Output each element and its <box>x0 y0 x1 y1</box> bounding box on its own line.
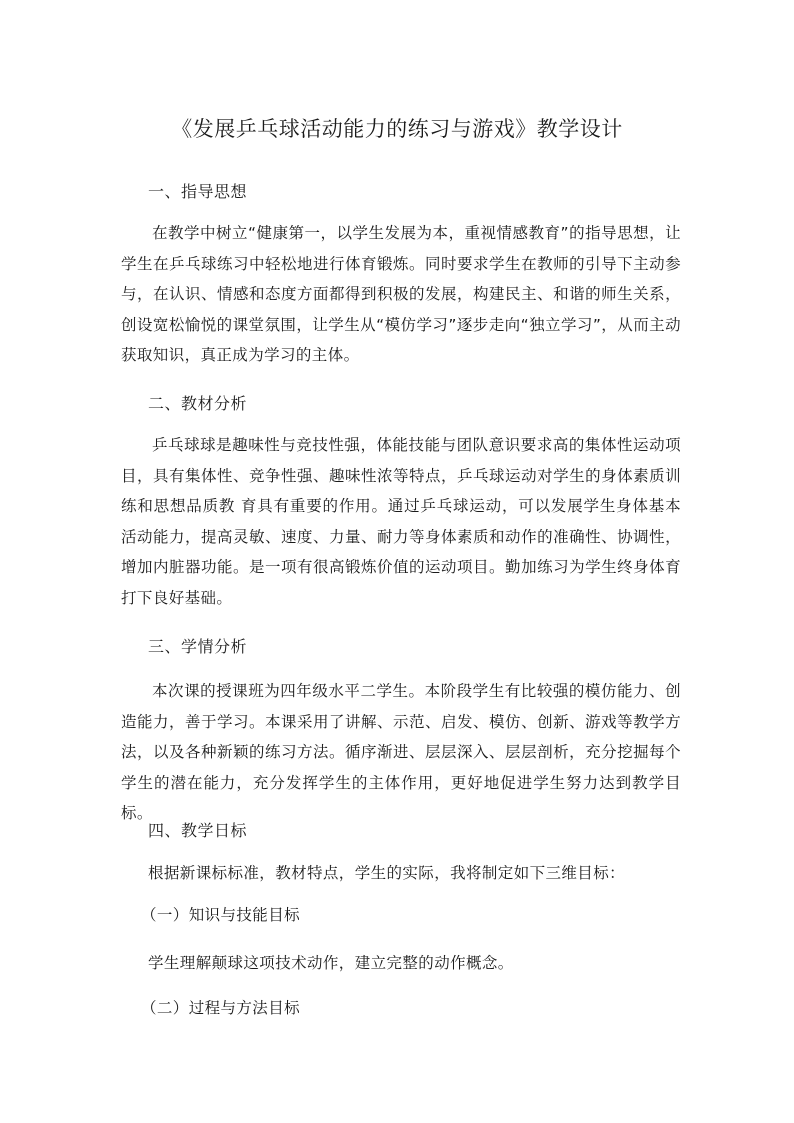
section-heading-teaching-goals: 四、教学日标 <box>148 821 248 840</box>
subgoal-heading-knowledge-skills: （一）知识与技能目标 <box>141 906 301 924</box>
section-body-student-analysis: 本次课的授课班为四年级水平二学生。本阶段学生有比较强的模仿能力、创造能力，善于学习。本课采用了讲解、示范、启发、模仿、创新、游戏等教学方法，以及各种新颖的练习方法。循序渐进、层层深入、层层剖析，充分挖掘每个学生的潜在能力，充分发挥学生的主体作用，更好地促进学生努力达到教学目标。 <box>121 682 681 822</box>
section-heading-guiding-ideology: 一、指导思想 <box>148 182 248 201</box>
subgoal-heading-process-methods: （二）过程与方法目标 <box>141 999 301 1017</box>
section-body-guiding-ideology: 在教学中树立“健康第一，以学生发展为本，重视情感教育”的指导思想，让学生在乒乓球练习中轻松地进行体育锻炼。同时要求学生在教师的引导下主动参与，在认识、情感和态度方面都得到积极的发展，构建民主、和谐的师生关系，创设宽松愉悦的课堂氛围，让学生从“模仿学习”逐步走向“独立学习”，从而主动获取知识，真正成为学习的主体。 <box>121 224 681 364</box>
document-title: 《发展乒乓球活动能力的练习与游戏》教学设计 <box>171 117 623 141</box>
teaching-goals-intro: 根据新课标标准，教材特点，学生的实际，我将制定如下三维目标： <box>148 864 626 882</box>
section-heading-student-analysis: 三、学情分析 <box>148 637 248 656</box>
section-heading-textbook-analysis: 二、教材分析 <box>148 394 248 413</box>
subgoal-body-knowledge-skills: 学生理解颠球这项技术动作，建立完整的动作概念。 <box>148 954 514 972</box>
section-body-textbook-analysis: 乒乓球球是趣味性与竞技性强，体能技能与团队意识要求高的集体性运动项目，具有集体性、竞争性强、趣味性浓等特点，乒乓球运动对学生的身体素质训练和思想品质教 育具有重要的作用。通过乒乓球运动，可以发展学生身体基本活动能力，提高灵敏、速度、力量、耐力等身体素质和动作的准确性、协调性，增加内脏器功能。是一项有很高锻炼价值的运动项目。勤加练习为学生终身体育打下良好基础。 <box>121 436 681 607</box>
